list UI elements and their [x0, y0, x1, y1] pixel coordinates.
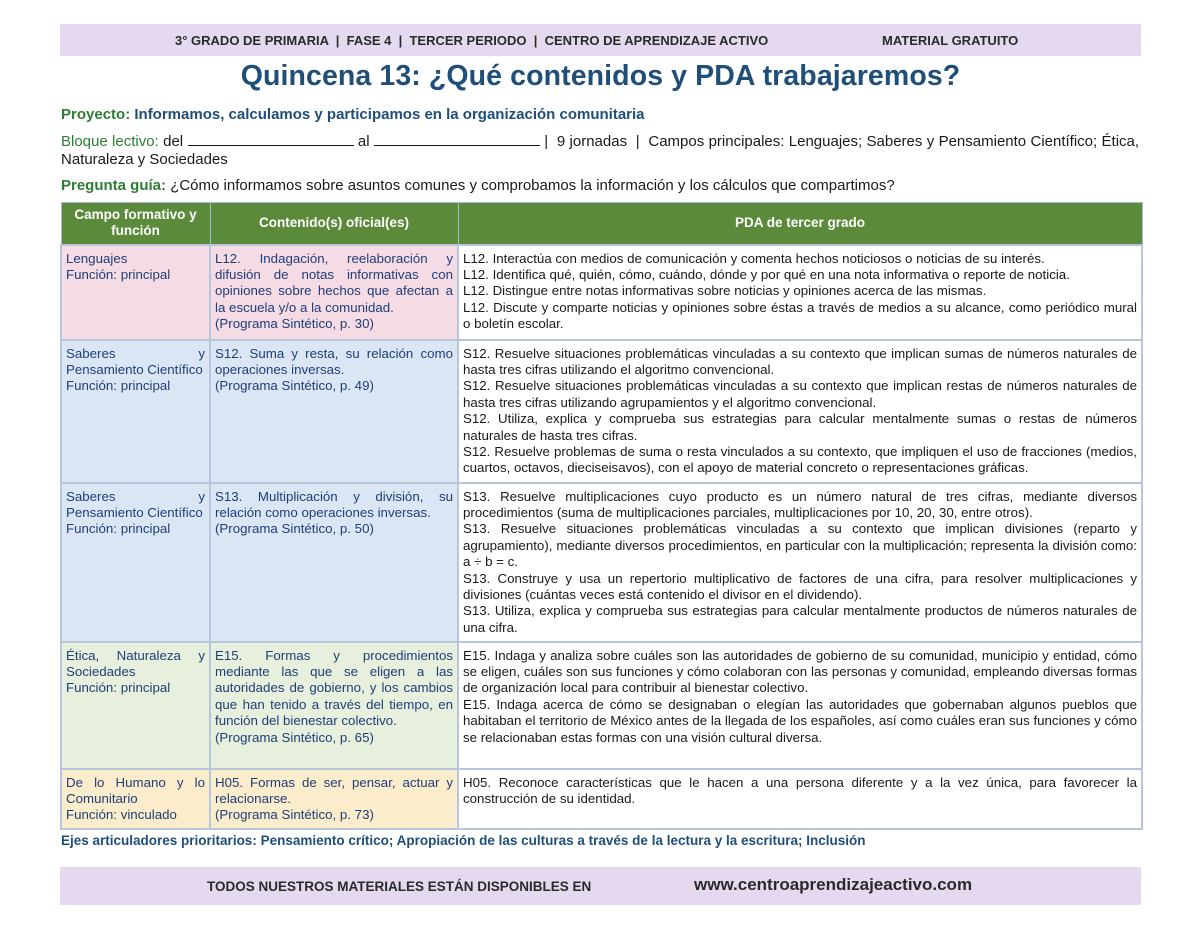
- pda-cell: [458, 642, 1142, 769]
- footer-text: TODOS NUESTROS MATERIALES ESTÁN DISPONIBLES EN: [207, 879, 592, 894]
- campo-cell: [61, 245, 210, 340]
- pda-cell: [458, 245, 1142, 340]
- table-row: [61, 483, 1142, 642]
- bloque-line: [61, 132, 1144, 169]
- campo-cell: [61, 642, 210, 769]
- plan-table: [60, 202, 1143, 830]
- table-row: [61, 769, 1142, 829]
- ejes-articuladores: Ejes articuladores prioritarios: Pensamiento crítico; Apropiación de las culturas a través de la lectura y la escritura; Inclusión: [61, 833, 866, 848]
- pda-item: L12. Interactúa con medios de comunicación y comenta hechos noticiosos o noticias de su interés.: [463, 250, 1045, 266]
- contenido-cell: [210, 769, 458, 829]
- campo-cell: [61, 483, 210, 642]
- page-title: Quincena 13: ¿Qué contenidos y PDA trabajaremos?: [240, 60, 961, 92]
- campo-cell: [61, 769, 210, 829]
- campo-name: Ética, Naturaleza y Sociedades: [66, 647, 205, 679]
- pda-item: S13. Utiliza, explica y comprueba sus estrategias para calcular mentalmente productos de números naturales de una cifra.: [463, 603, 1137, 635]
- contenido-text: S13. Multiplicación y división, su relación como operaciones inversas.: [215, 488, 453, 520]
- table-row: [61, 642, 1142, 769]
- pda-item: S12. Utiliza, explica y comprueba sus estrategias para calcular mentalmente sumas o restas de números naturales de hasta tres cifras.: [463, 411, 1137, 443]
- table-row: [61, 245, 1142, 340]
- campo-name: De lo Humano y lo Comunitario: [66, 774, 205, 806]
- programa-ref: (Programa Sintético, p. 65): [215, 729, 374, 745]
- contenido-text: E15. Formas y procedimientos mediante las que se eligen a las autoridades de gobierno, y los cambios que han tenido a través del tiempo, en función del bienestar colectivo.: [215, 647, 453, 729]
- guide-question-line: [61, 177, 1139, 195]
- header-free-material: MATERIAL GRATUITO: [882, 32, 1019, 48]
- programa-ref: (Programa Sintético, p. 50): [215, 521, 374, 537]
- pda-item: S13. Resuelve situaciones problemáticas vinculadas a su contexto que implican divisiones (reparto y agrupamiento), mediante diversos procedimientos, en particular con la multiplicación; representa la división como: a ÷ b = c.: [463, 521, 1137, 570]
- table-header-row: [61, 203, 1142, 245]
- header-contenido: Contenido(s) oficial(es): [210, 203, 458, 245]
- start-date-blank: [188, 132, 354, 146]
- pda-item: S12. Resuelve situaciones problemáticas vinculadas a su contexto que implican restas de números naturales de hasta tres cifras utilizando agrupamientos y el algoritmo convencional.: [463, 378, 1137, 410]
- campo-function: Función: vinculado: [66, 807, 177, 823]
- end-date-blank: [374, 132, 540, 146]
- campo-cell: [61, 340, 210, 483]
- bottom-banner: [60, 867, 1141, 905]
- guide-question-label: Pregunta guía:: [61, 177, 167, 194]
- pda-item: L12. Distingue entre notas informativas sobre noticias y opiniones acerca de las mismas.: [463, 283, 987, 299]
- contenido-cell: [210, 245, 458, 340]
- pda-cell: [458, 340, 1142, 483]
- pda-cell: [458, 769, 1142, 829]
- table-row: [61, 340, 1142, 483]
- campo-function: Función: principal: [66, 378, 171, 394]
- pda-item: S12. Resuelve problemas de suma o resta vinculados a su contexto, que impliquen el uso de fracciones (medios, cuartos, octavos, dieciseisavos), con el apoyo de material concreto o representaciones gráficas.: [463, 443, 1137, 476]
- guide-question: ¿Cómo informamos sobre asuntos comunes y comprobamos la información y los cálculos que compartimos?: [170, 177, 895, 194]
- header-grade-info: 3° GRADO DE PRIMARIA | FASE 4 | TERCER PERIODO | CENTRO DE APRENDIZAJE ACTIVO: [175, 32, 769, 48]
- bloque-rest: | 9 jornadas | Campos principales: Lenguajes; Saberes y Pensamiento Científico; Ética, Naturaleza y Sociedades: [61, 133, 1144, 168]
- campo-name: Saberes y Pensamiento Científico: [66, 345, 205, 377]
- campo-function: Función: principal: [66, 521, 171, 537]
- header-pda: PDA de tercer grado: [458, 203, 1142, 245]
- pda-item: E15. Indaga acerca de cómo se designaban o elegían las autoridades que gobernaban algunos pueblos que habitaban el territorio de México antes de la llegada de los españoles, así como cuáles eran sus funciones y cómo se relacionaban estas formas con una visión cultural diversa.: [463, 696, 1137, 745]
- project-line: [61, 106, 1139, 124]
- programa-ref: (Programa Sintético, p. 49): [215, 378, 374, 394]
- bloque-del: del: [163, 133, 184, 150]
- contenido-cell: [210, 340, 458, 483]
- pda-item: S13. Construye y usa un repertorio multiplicativo de factores de una cifra, para resolver multiplicaciones y divisiones (cuántas veces está contenido el divisor en el dividendo).: [463, 570, 1137, 602]
- pda-item: E15. Indaga y analiza sobre cuáles son las autoridades de gobierno de su comunidad, municipio y entidad, cómo se eligen, cuáles son sus funciones y cómo colaboran con las personas y comunidad, empleando diversas formas de organización local para contribuir al bienestar colectivo.: [463, 647, 1137, 696]
- header-campo: Campo formativo y función: [61, 203, 210, 245]
- contenido-text: H05. Formas de ser, pensar, actuar y relacionarse.: [215, 774, 453, 806]
- top-banner: [60, 24, 1141, 56]
- project-name: Informamos, calculamos y participamos en la organización comunitaria: [134, 106, 645, 123]
- pda-item: L12. Discute y comparte noticias y opiniones sobre éstas a través de medios a su alcance, como periódico mural o boletín escolar.: [463, 299, 1137, 332]
- pda-item: S12. Resuelve situaciones problemáticas vinculadas a su contexto que implican sumas de números naturales de hasta tres cifras utilizando el algoritmo convencional.: [463, 345, 1137, 377]
- programa-ref: (Programa Sintético, p. 30): [215, 316, 374, 332]
- bloque-label: Bloque lectivo:: [61, 133, 159, 150]
- pda-item: H05. Reconoce características que le hacen a una persona diferente y a la vez única, para favorecer la construcción de su identidad.: [463, 774, 1137, 806]
- campo-name: Lenguajes: [66, 250, 128, 266]
- campo-function: Función: principal: [66, 680, 171, 696]
- programa-ref: (Programa Sintético, p. 73): [215, 807, 374, 823]
- project-label: Proyecto:: [61, 106, 131, 123]
- contenido-cell: [210, 642, 458, 769]
- pda-cell: [458, 483, 1142, 642]
- campo-name: Saberes y Pensamiento Científico: [66, 488, 205, 520]
- footer-url-link[interactable]: www.centroaprendizajeactivo.com: [694, 875, 973, 894]
- contenido-text: S12. Suma y resta, su relación como operaciones inversas.: [215, 345, 453, 377]
- contenido-text: L12. Indagación, reelaboración y difusión de notas informativas con opiniones sobre hechos que afectan a la escuela y/o a la comunidad.: [215, 250, 453, 315]
- contenido-cell: [210, 483, 458, 642]
- pda-item: L12. Identifica qué, quién, cómo, cuándo, dónde y por qué en una nota informativa o reporte de noticia.: [463, 266, 1070, 282]
- bloque-al: al: [357, 133, 370, 150]
- pda-item: S13. Resuelve multiplicaciones cuyo producto es un número natural de tres cifras, mediante diversos procedimientos (suma de multiplicaciones parciales, multiplicaciones por 10, 20, 30, entre otros).: [463, 488, 1137, 520]
- campo-function: Función: principal: [66, 266, 171, 282]
